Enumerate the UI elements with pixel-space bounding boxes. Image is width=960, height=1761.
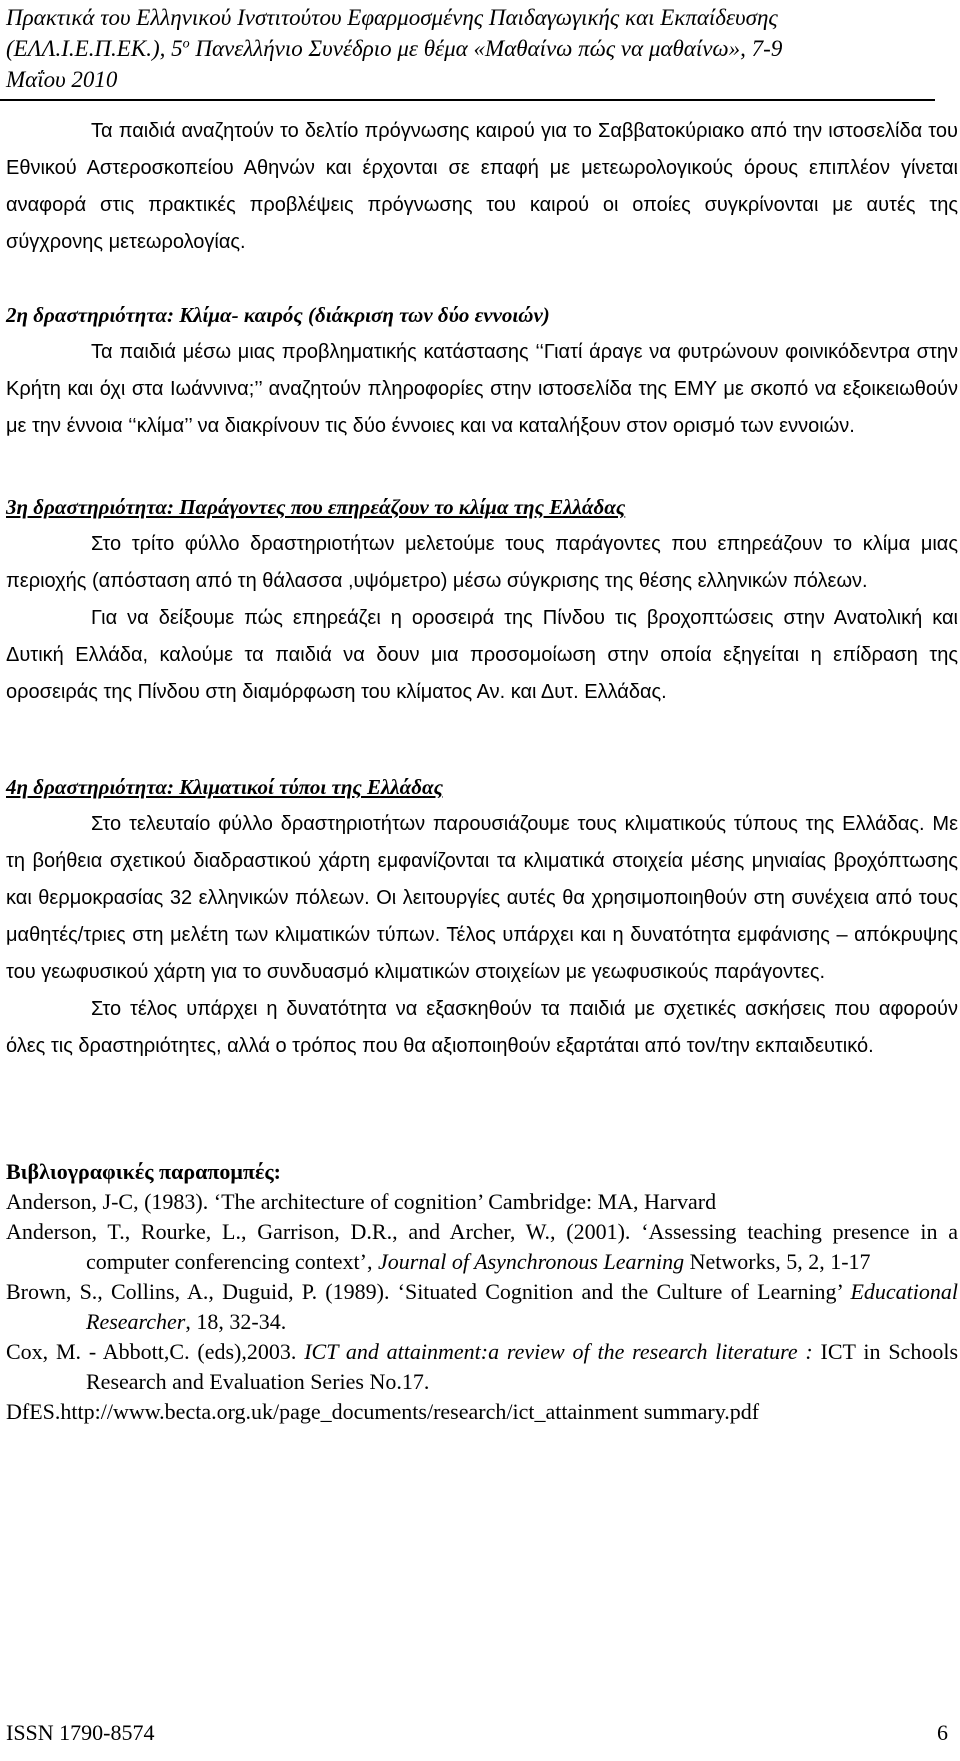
header-divider [0, 99, 935, 101]
bibliography-title: Βιβλιογραφικές παραπομπές: [6, 1159, 281, 1184]
reference-details: Networks, 5, 2, 1-17 [684, 1249, 871, 1274]
intro-paragraph: Τα παιδιά αναζητούν το δελτίο πρόγνωσης καιρού για το Σαββατοκύριακο από την ιστοσελίδα του Εθνικού Αστεροσκοπείου Αθηνών και έρχονται σε επαφή με μετεωρολογικούς όρους επιπλέον γίνεται αναφορά στις πρακτικές προβλέψεις πρόγνωσης του καιρού οι οποίες συγκρίνονται με αυτές της σύγχρονης μετεωρολογίας. [6, 120, 958, 253]
activity-3-paragraph-2: Για να δείξουμε πώς επηρεάζει η οροσειρά της Πίνδου τις βροχοπτώσεις στην Ανατολική και Δυτική Ελλάδα, καλούμε τα παιδιά να δουν μια προσομοίωση στην οποία εξηγείται η επίδραση της οροσειράς της Πίνδου στη διαμόρφωση του κλίματος Αν. και Δυτ. Ελλάδας. [6, 607, 958, 703]
header-ordinal: ο [182, 36, 190, 52]
issn-label: ISSN 1790-8574 [6, 1720, 155, 1745]
bibliography-section [6, 1157, 958, 1427]
header-line-2-start: (ΕΛΛ.Ι.Ε.Π.ΕΚ.), 5 [6, 36, 183, 61]
reference-entry [6, 1187, 958, 1217]
reference-text: Brown, S., Collins, A., Duguid, P. (1989). ‘Situated Cognition and the Culture of Learning’ [6, 1279, 851, 1304]
header-line-2 [6, 33, 936, 64]
activity-4-paragraph-1: Στο τελευταίο φύλλο δραστηριοτήτων παρουσιάζουμε τους κλιματικούς τύπους της Ελλάδας. Με τη βοήθεια σχετικού διαδραστικού χάρτη εμφανίζονται τα κλιματικά στοιχεία μέσης μηνιαίας βροχόπτωσης και θερμοκρασίας 32 ελληνικών πόλεων. Οι λειτουργίες αυτές θα χρησιμοποιηθούν στη συνέχεια από τους μαθητές/τριες στη μελέτη των κλιματικών τύπων. Τέλος υπάρχει και η δυνατότητα εμφάνισης – απόκρυψης του γεωφυσικού χάρτη για το συνδυασμό κλιματικών στοιχείων με γεωφυσικούς παράγοντες. [6, 813, 958, 983]
proceedings-header [6, 2, 936, 95]
activity-3-heading: 3η δραστηριότητα: Παράγοντες που επηρεάζουν το κλίμα της Ελλάδας [6, 495, 626, 519]
reference-entry [6, 1397, 958, 1427]
activity-4-paragraph-2: Στο τέλος υπάρχει η δυνατότητα να εξασκηθούν τα παιδιά με σχετικές ασκήσεις που αφορούν όλες τις δραστηριότητες, αλλά ο τρόπος που θα αξιοποιηθούν εξαρτάται από τον/την εκπαιδευτικό. [6, 998, 958, 1057]
reference-text: DfES.http://www.becta.org.uk/page_documents/research/ict_attainment summary.pdf [6, 1399, 760, 1424]
reference-text: Anderson, T., Rourke, L., Garrison, D.R., and Archer, W., (2001). ‘Assessing teaching presence in a computer conferencing context’, [6, 1219, 958, 1274]
header-line-2-end: Πανελλήνιο Συνέδριο με θέμα «Μαθαίνω πώς να μαθαίνω», 7-9 [189, 36, 783, 61]
reference-text: Anderson, J-C, (1983). ‘The architecture of cognition’ Cambridge: MA, Harvard [6, 1189, 717, 1214]
header-line-3: Μαΐου 2010 [6, 67, 118, 92]
reference-source-title: Journal of Asynchronous Learning [377, 1249, 685, 1274]
reference-details: , 18, 32-34. [185, 1309, 287, 1334]
reference-source-title: ICT and attainment:a review of the research literature : [304, 1339, 813, 1364]
activity-3-paragraph-1: Στο τρίτο φύλλο δραστηριοτήτων μελετούμε τους παράγοντες που επηρεάζουν το κλίμα μιας περιοχής (απόσταση από τη θάλασσα ,υψόμετρο) μέσω σύγκρισης της θέσης ελληνικών πόλεων. [6, 533, 958, 592]
reference-entry [6, 1217, 958, 1277]
activity-2-section [6, 297, 958, 445]
reference-source-title: Educational Researcher [86, 1279, 958, 1334]
reference-details: ICT in Schools Research and Evaluation Series No.17. [86, 1339, 958, 1394]
activity-4-heading: 4η δραστηριότητα: Κλιματικοί τύποι της Ελλάδας [6, 775, 443, 799]
activity-4-section [6, 769, 958, 1065]
reference-entry [6, 1277, 958, 1337]
activity-3-section [6, 489, 958, 711]
page-number: 6 [937, 1720, 948, 1745]
activity-2-paragraph: Τα παιδιά μέσω μιας προβληματικής κατάστασης ‘‘Γιατί άραγε να φυτρώνουν φοινικόδεντρα στην Κρήτη και όχι στα Ιωάννινα;’’ αναζητούν πληροφορίες στην ιστοσελίδα της ΕΜΥ με σκοπό να εξοικειωθούν με την έννοια ‘‘κλίμα’’ να διακρίνουν τις δύο έννοιες και να καταλήξουν στον ορισμό των εννοιών. [6, 341, 958, 437]
header-line-1: Πρακτικά του Ελληνικού Ινστιτούτου Εφαρμοσμένης Παιδαγωγικής και Εκπαίδευσης [6, 5, 778, 30]
intro-section [6, 113, 958, 261]
activity-2-heading: 2η δραστηριότητα: Κλίμα- καιρός (διάκριση των δύο εννοιών) [6, 303, 550, 327]
reference-entry [6, 1337, 958, 1397]
reference-text: Cox, M. - Abbott,C. (eds),2003. [6, 1339, 305, 1364]
